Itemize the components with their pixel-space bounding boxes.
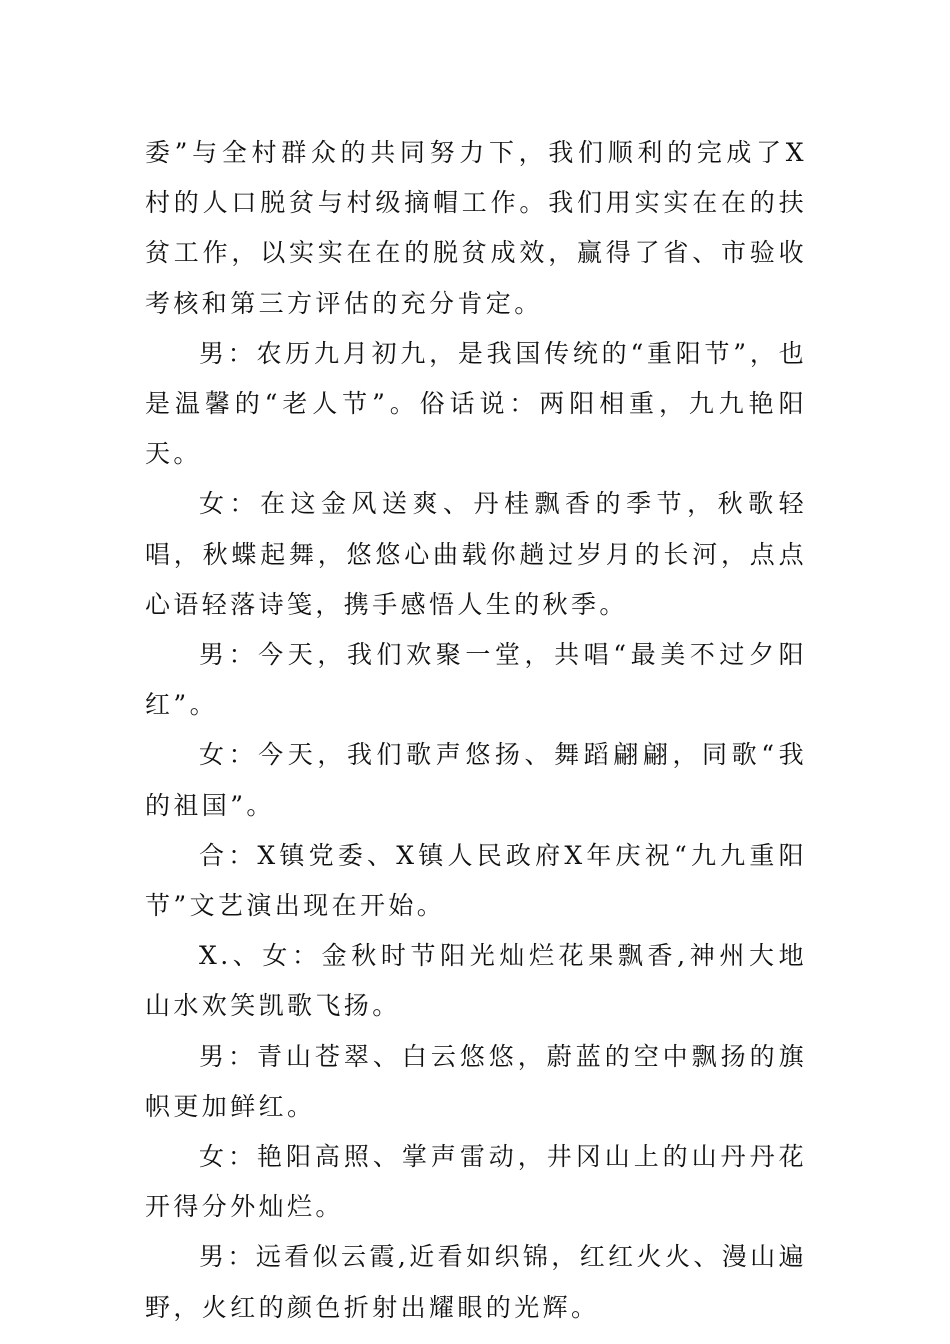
paragraph-together-opening: 合：X镇党委、X镇人民政府X年庆祝“九九重阳节”文艺演出现在开始。 — [145, 840, 807, 921]
paragraph-female-sunshine: 女：艳阳高照、掌声雷动，井冈山上的山丹丹花开得分外灿烂。 — [145, 1142, 807, 1222]
paragraph-female-song: 女：今天，我们歌声悠扬、舞蹈翩翩，同歌“我的祖国”。 — [145, 740, 807, 820]
paragraph-female-autumn: 女：在这金风送爽、丹桂飘香的季节，秋歌轻唱，秋蝶起舞，悠悠心曲载你趟过岁月的长河，点点心语轻落诗笺，携手感悟人生的秋季。 — [145, 489, 807, 619]
paragraph-female-golden-autumn: X.、女：金秋时节阳光灿烂花果飘香,神州大地山水欢笑凯歌飞扬。 — [145, 941, 807, 1021]
paragraph-male-double-ninth: 男：农历九月初九，是我国传统的“重阳节”，也是温馨的“老人节”。俗话说：两阳相重，九九艳阳天。 — [145, 338, 807, 469]
paragraph-continuation: 委”与全村群众的共同努力下，我们顺利的完成了X村的人口脱贫与村级摘帽工作。我们用实实在在的扶贫工作，以实实在在的脱贫成效，赢得了省、市验收考核和第三方评估的充分肯定。 — [145, 138, 807, 318]
paragraph-male-green-hills: 男：青山苍翠、白云悠悠，蔚蓝的空中飘扬的旗帜更加鲜红。 — [145, 1041, 807, 1121]
document-body — [145, 128, 807, 1333]
paragraph-male-red-clouds: 男：远看似云霞,近看如织锦，红红火火、漫山遍野，火红的颜色折射出耀眼的光辉。 — [145, 1242, 807, 1322]
paragraph-male-gathering: 男：今天，我们欢聚一堂，共唱“最美不过夕阳红”。 — [145, 640, 807, 720]
